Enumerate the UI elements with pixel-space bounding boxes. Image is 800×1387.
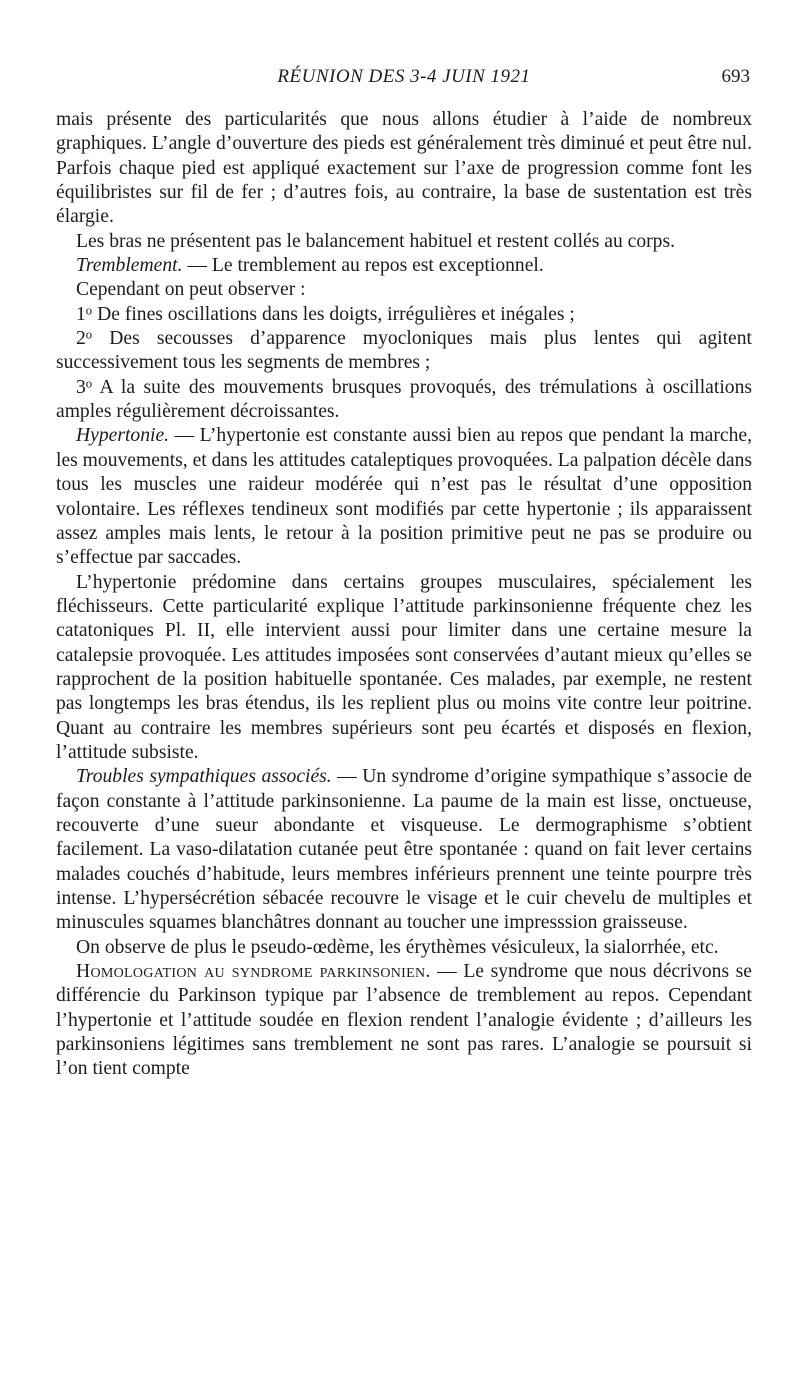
paragraph-tremblement [56, 254, 752, 278]
paragraph-text: On observe de plus le pseudo-œdème, les érythèmes vésiculeux, la sialorrhée, etc. [76, 936, 719, 958]
paragraph-text: mais présente des particularités que nous allons étudier à l’aide de nombreux graphiques. L’angle d’ouverture des pieds est généralement très diminué et peut être nul. Parfois chaque pied est appliqué exactement sur l’axe de progression comme font les équilibristes sur fil de fer ; d’autres fois, au contraire, la base de sustentation est très élargie. [56, 109, 752, 228]
body-text [56, 108, 752, 1082]
list-text: A la suite des mouvements brusques provoqués, des trémulations à oscillations amples régulièrement décroissantes. [56, 376, 752, 423]
ordinal-marker: o [85, 327, 93, 342]
paragraph-flechisseurs [56, 571, 752, 766]
paragraph-observer [56, 278, 752, 302]
section-heading-hypertonie: Hypertonie. [76, 425, 170, 447]
paragraph-troubles-sympathiques [56, 765, 752, 935]
running-title: RÉUNION DES 3-4 JUIN 1921 [277, 66, 531, 87]
list-number: 3 [76, 376, 86, 398]
paragraph-text: Les bras ne présentent pas le balancement habituel et restent collés au corps. [76, 230, 676, 252]
paragraph-homologation [56, 960, 752, 1082]
paragraph-text: — Le tremblement au repos est exceptionnel. [182, 255, 544, 277]
ordinal-marker: o [85, 303, 93, 318]
paragraph-pseudo-oedeme [56, 936, 752, 960]
page-number: 693 [721, 66, 750, 87]
paragraph-text: L’hypertonie prédomine dans certains groupes musculaires, spécialement les fléchisseurs. Cette particularité explique l’attitude parkinsonienne fréquente chez les catatoniques Pl. II, elle intervient aussi pour limiter dans une certaine mesure la catalepsie provoquée. Les attitudes imposées sont conservées d’autant mieux qu’elles se rapprochent de la position habituelle spontanée. Ces malades, par exemple, ne restent pas longtemps les bras étendus, ils les replient plus ou moins vite contre leur poitrine. Quant au contraire les membres supérieurs sont peu écartés et disposés en flexion, l’attitude subsiste. [56, 571, 752, 763]
paragraph-continuation [56, 108, 752, 230]
section-heading-troubles-sympathiques: Troubles sympathiques associés. [76, 766, 332, 788]
paragraph-arms [56, 230, 752, 254]
paragraph-text: — L’hypertonie est constante aussi bien au repos que pendant la marche, les mouvements, et dans les attitudes cataleptiques provoquées. La palpation décèle dans tous les muscles une raideur modérée qui n’est pas le résultat d’une opposition volontaire. Les réflexes tendineux sont modifiés par cette hypertonie ; ils apparaissent assez amples mais lents, le retour à la position primitive peut ne pas se produire ou s’effectue par saccades. [56, 425, 752, 569]
paragraph-hypertonie [56, 424, 752, 570]
running-head [56, 66, 752, 92]
section-heading-homologation: Homologation au syndrome parkinsonien. [76, 961, 431, 983]
list-number: 1 [76, 303, 86, 325]
section-heading-tremblement: Tremblement. [76, 255, 183, 277]
list-item-1 [56, 303, 752, 327]
ordinal-marker: o [85, 376, 93, 391]
list-text: De fines oscillations dans les doigts, irrégulières et inégales ; [92, 303, 575, 325]
list-item-3 [56, 376, 752, 425]
list-item-2 [56, 327, 752, 376]
paragraph-text: — Un syndrome d’origine sympathique s’associe de façon constante à l’attitude parkinsonienne. La paume de la main est lisse, onctueuse, recouverte d’une sueur abondante et visqueuse. Le dermographisme s’obtient facilement. La vaso-dilatation cutanée peut être spontanée : quand on fait lever certains malades couchés d’habitude, leurs membres inférieurs prennent une teinte pourpre très intense. L’hypersécrétion sébacée recouvre le visage et le cuir chevelu de multiples et minuscules squames blanchâtres donnant au toucher une impresssion graisseuse. [56, 766, 752, 934]
paragraph-text: Cependant on peut observer : [76, 279, 306, 301]
list-text: Des secousses d’apparence myocloniques mais plus lentes qui agitent successivement tous les segments de membres ; [56, 328, 752, 374]
list-number: 2 [76, 328, 86, 350]
paragraph-text: — Le syndrome que nous décrivons se différencie du Parkinson typique par l’absence de tremblement au repos. Cependant l’hypertonie et l’attitude soudée en flexion rendent l’analogie évidente ; d’ailleurs les parkinsoniens légitimes sans tremblement ne sont pas rares. L’analogie se poursuit si l’on tient compte [56, 961, 752, 1080]
